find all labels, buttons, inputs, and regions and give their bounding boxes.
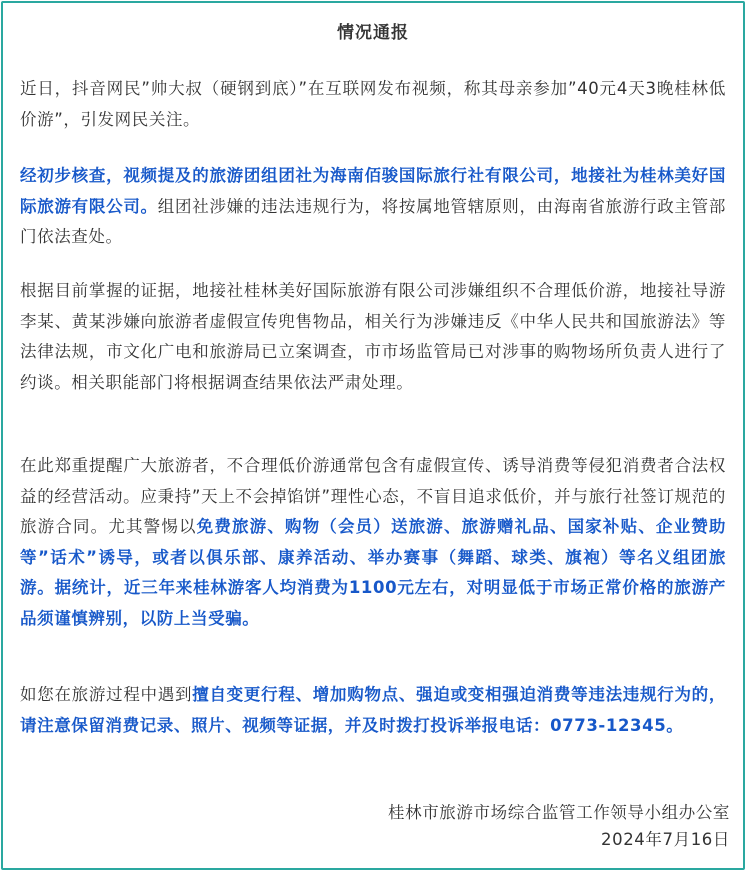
paragraph-4 [20, 451, 726, 634]
paragraph-2 [20, 161, 726, 253]
signature-org: 桂林市旅游市场综合监管工作领导小组办公室 [388, 803, 730, 822]
paragraph-3 [20, 276, 726, 398]
paragraph-1-text: 近日，抖音网民”帅大叔（硬钢到底）”在互联网发布视频，称其母亲参加”40元4天3晚桂林低价游”，引发网民关注。 [20, 79, 726, 129]
paragraph-4-text: 在此郑重提醒广大旅游者，不合理低价游通常包含有虚假宣传、诱导消费等侵犯消费者合法权益的经营活动。应秉持”天上不会掉馅饼”理性心态，不盲目追求低价，并与旅行社签订规范的旅游合同。尤其警惕以 [20, 456, 726, 536]
signature-date: 2024年7月16日 [601, 830, 730, 849]
paragraph-5-text: 如您在旅游过程中遇到 [20, 685, 193, 704]
page-title: 情况通报 [337, 23, 409, 43]
paragraph-2-text: 组团社涉嫌的违法违规行为，将按属地管辖原则，由海南省旅游行政主管部门依法查处。 [20, 196, 726, 246]
paragraph-1 [20, 74, 726, 135]
paragraph-3-text: 根据目前掌握的证据，地接社桂林美好国际旅游有限公司涉嫌组织不合理低价游，地接社导游李某、黄某涉嫌向旅游者虚假宣传兜售物品，相关行为涉嫌违反《中华人民共和国旅游法》等法律法规，市文化广电和旅游局已立案调查，市市场监管局已对涉事的购物场所负责人进行了约谈。相关职能部门将根据调查结果依法严肃处理。 [20, 281, 726, 392]
paragraph-4-highlight: 免费旅游、购物（会员）送旅游、旅游赠礼品、国家补贴、企业赞助等”话术”诱导，或者以俱乐部、康养活动、举办赛事（舞蹈、球类、旗袍）等名义组团旅游。据统计，近三年来桂林游客人均消费为1100元左右，对明显低于市场正常价格的旅游产品须谨慎辨别，以防上当受骗。 [20, 517, 727, 628]
paragraph-5-highlight: 擅自变更行程、增加购物点、强迫或变相强迫消费等违法违规行为的，请注意保留消费记录、照片、视频等证据，并及时拨打投诉举报电话：0773-12345。 [20, 685, 727, 735]
paragraph-5 [20, 680, 726, 741]
paragraph-2-highlight: 经初步核查，视频提及的旅游团组团社为海南佰骏国际旅行社有限公司，地接社为桂林美好国际旅游有限公司。 [20, 166, 726, 216]
